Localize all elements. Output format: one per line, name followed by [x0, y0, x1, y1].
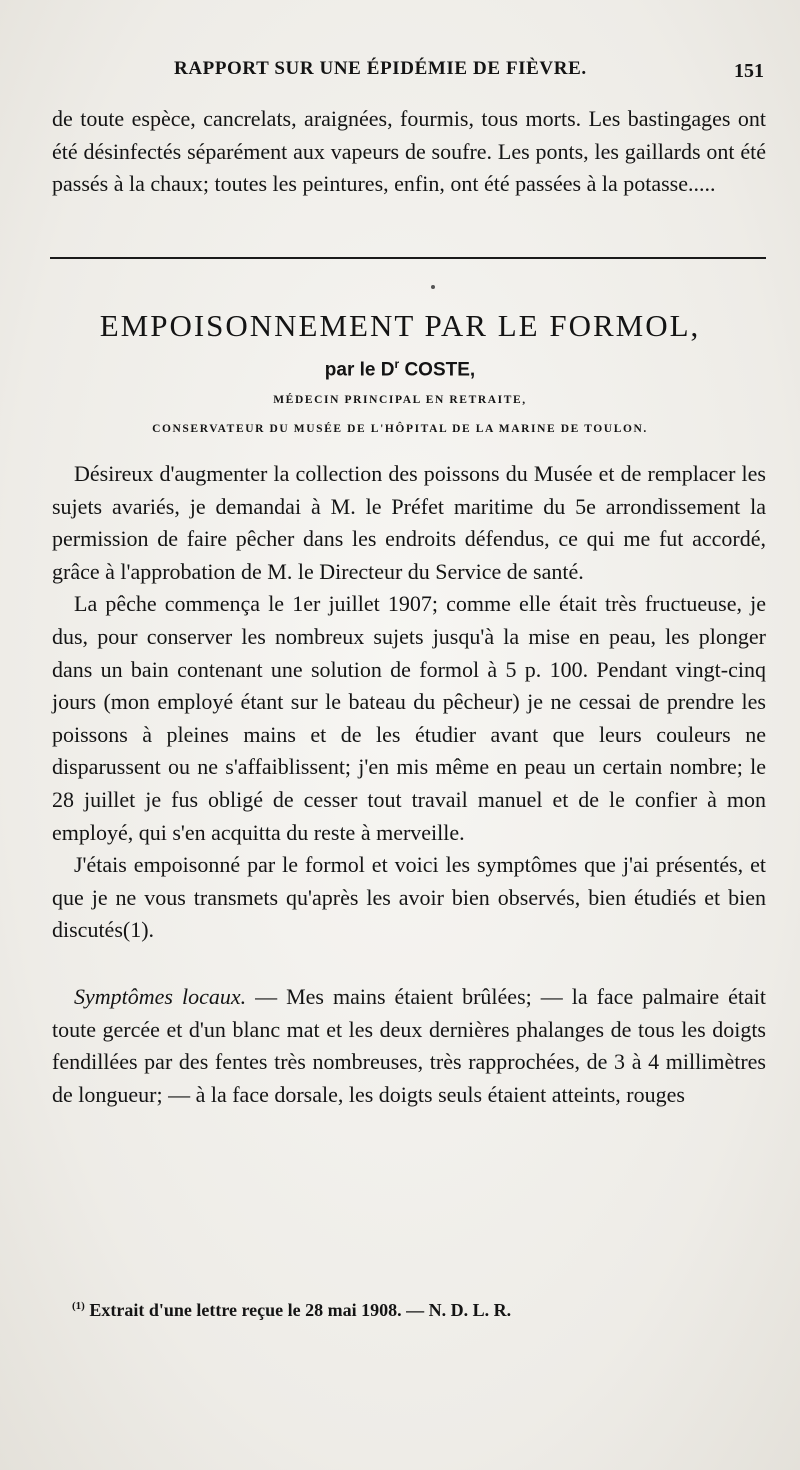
author-affiliation-1: MÉDECIN PRINCIPAL EN RETRAITE,	[273, 394, 527, 406]
ornament-dot	[431, 285, 435, 289]
byline-sup: r	[394, 357, 400, 371]
section-heading: Symptômes locaux.	[74, 983, 247, 1009]
byline-prefix: par le D	[324, 359, 395, 381]
section-divider	[50, 257, 766, 259]
article-body	[52, 458, 766, 1111]
body-paragraph: Désireux d'augmenter la collection des poissons du Musée et de remplacer les sujets avariés, je demandai à M. le Préfet maritime du 5e arrondissement la permission de faire pêcher dans les endroits défendus, ce qui me fut accordé, grâce à l'approbation de M. le Directeur du Service de santé.	[52, 461, 766, 584]
body-paragraph: J'étais empoisonné par le formol et voici les symptômes que j'ai présentés, et que je ne vous transmets qu'après les avoir bien observés, bien étudiés et bien discutés(1).	[52, 852, 766, 943]
running-title: RAPPORT SUR UNE ÉPIDÉMIE DE FIÈVRE.	[174, 58, 587, 79]
paragraph-gap	[52, 947, 766, 981]
page-number: 151	[734, 60, 764, 82]
section-paragraph	[52, 981, 766, 1111]
byline	[0, 357, 800, 381]
continued-paragraph	[52, 103, 766, 201]
page-header	[52, 58, 764, 88]
body-paragraph: La pêche commença le 1er juillet 1907; comme elle était très fructueuse, je dus, pour conserver les nombreux sujets jusqu'à la mise en peau, les plonger dans un bain contenant une solution de formol à 5 p. 100. Pendant vingt-cinq jours (mon employé étant sur le bateau du pêcheur) je ne cessai de prendre les poissons à pleines mains et de les étudier avant que leurs couleurs ne disparussent ou ne s'affaiblissent; j'en mis même en peau un certain nombre; le 28 juillet je fus obligé de cesser tout travail manuel et de le confier à mon employé, qui s'en acquitta du reste à merveille.	[52, 591, 766, 845]
footnote-text: Extrait d'une lettre reçue le 28 mai 1908. — N. D. L. R.	[84, 1300, 512, 1320]
continued-paragraph-text: de toute espèce, cancrelats, araignées, fourmis, tous morts. Les bastingages ont été désinfectés séparément aux vapeurs de soufre. Les ponts, les gaillards ont été passés à la chaux; toutes les peintures, enfin, ont été passées à la potasse.....	[52, 106, 766, 197]
footnote-marker: (1)	[72, 1300, 85, 1312]
section-text: — Mes mains étaient brûlées; — la face palmaire était toute gercée et d'un blanc mat et les deux dernières phalanges de tous les doigts fendillées par des fentes très nombreuses, très rapprochées, de 3 à 4 millimètres de longueur; — à la face dorsale, les doigts seuls étaient atteints, rouges	[52, 983, 766, 1107]
article-title: EMPOISONNEMENT PAR LE FORMOL,	[99, 308, 701, 343]
author-name: COSTE,	[399, 359, 476, 381]
author-affiliation-2: CONSERVATEUR DU MUSÉE DE L'HÔPITAL DE LA MARINE DE TOULON.	[152, 423, 648, 435]
footnote	[72, 1300, 511, 1321]
